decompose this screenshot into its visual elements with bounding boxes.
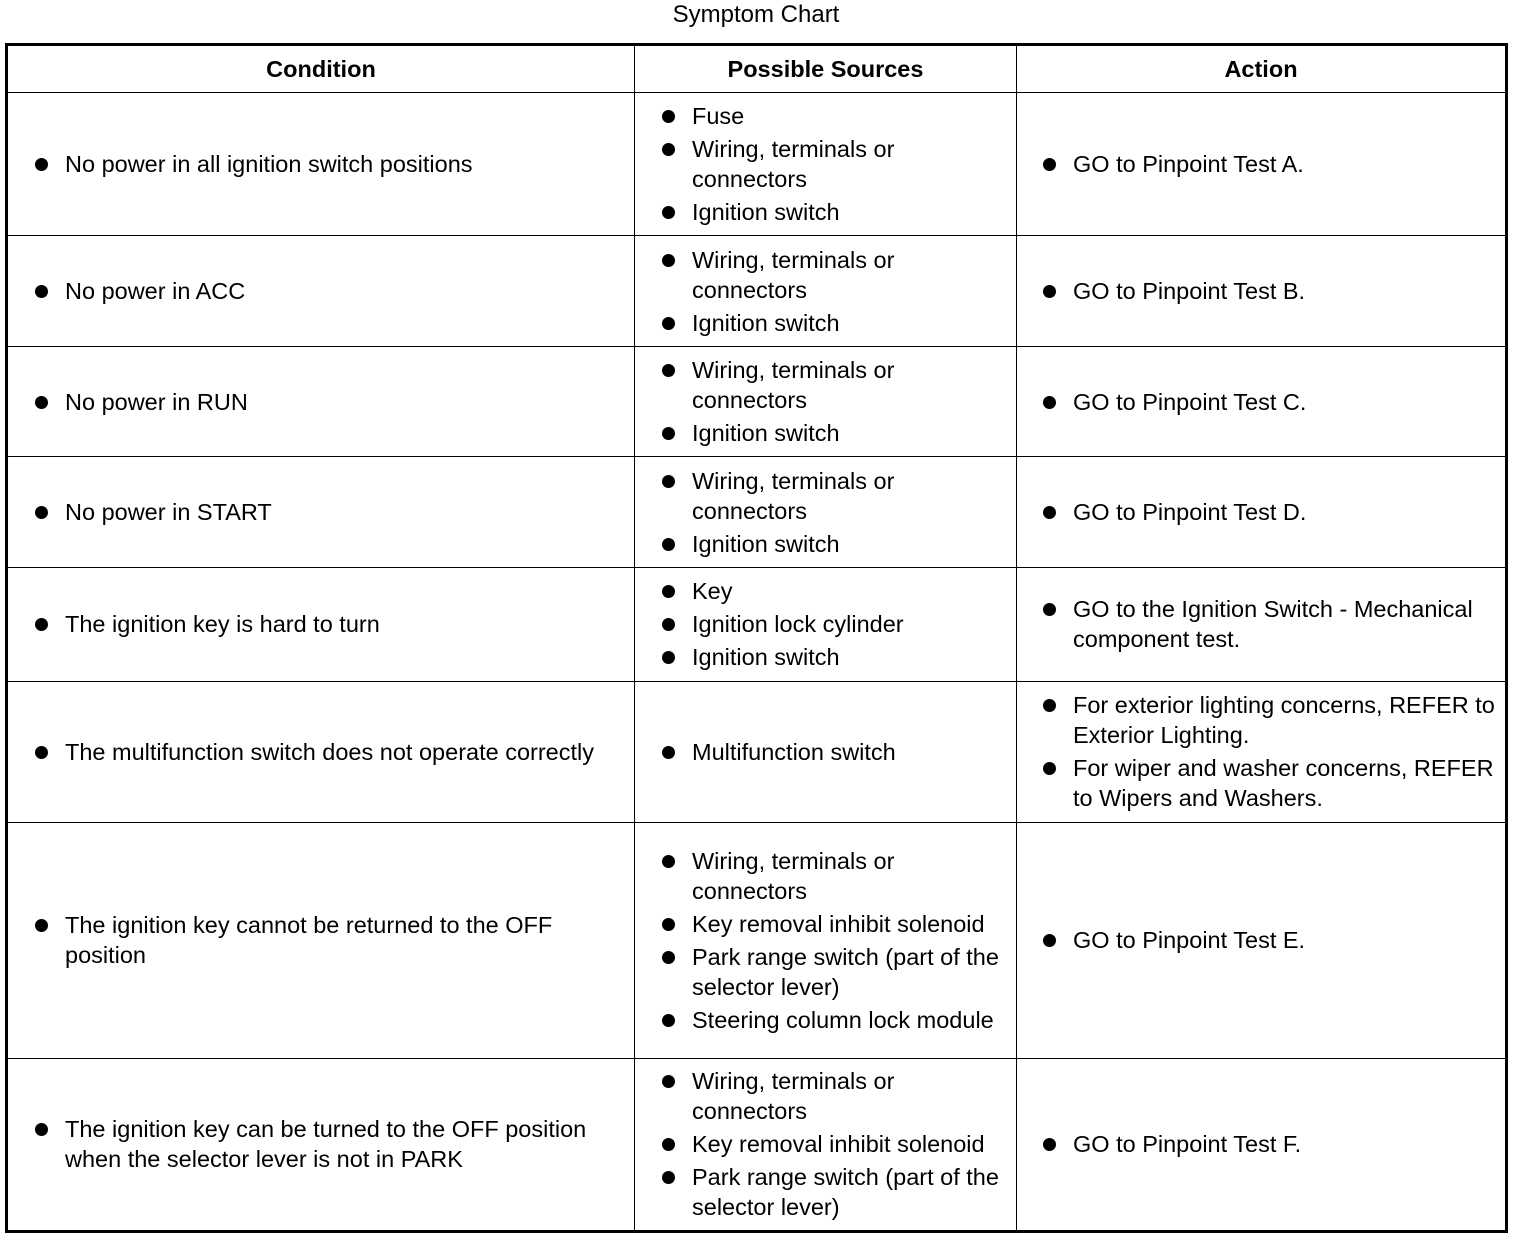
possible-sources-cell (635, 1058, 1017, 1231)
table-row (7, 457, 1507, 568)
possible-sources-cell (635, 236, 1017, 347)
condition-cell (7, 347, 635, 457)
source-item: Ignition switch (635, 308, 1016, 338)
action-item: GO to Pinpoint Test A. (1017, 149, 1505, 179)
bullet-list (8, 609, 634, 639)
action-header: Action (1017, 45, 1507, 93)
action-item: For wiper and washer concerns, REFER to Wipers and Washers. (1017, 753, 1505, 813)
condition-item: No power in RUN (8, 387, 634, 417)
source-item: Wiring, terminals or connectors (635, 245, 1016, 305)
symptom-chart-table (5, 43, 1508, 1233)
action-item: GO to Pinpoint Test F. (1017, 1129, 1505, 1159)
source-item: Wiring, terminals or connectors (635, 134, 1016, 194)
table-row (7, 568, 1507, 681)
bullet-list (635, 1066, 1016, 1222)
condition-item: The ignition key can be turned to the OFF position when the selector lever is not in PARK (8, 1114, 634, 1174)
possible-sources-header: Possible Sources (635, 45, 1017, 93)
table-row (7, 822, 1507, 1058)
possible-sources-cell (635, 681, 1017, 822)
action-cell (1017, 1058, 1507, 1231)
table-row (7, 93, 1507, 236)
action-cell (1017, 347, 1507, 457)
bullet-list (1017, 149, 1505, 179)
header-row (7, 45, 1507, 93)
condition-cell (7, 568, 635, 681)
action-item: GO to Pinpoint Test D. (1017, 497, 1505, 527)
bullet-list (8, 387, 634, 417)
bullet-list (1017, 276, 1505, 306)
source-item: Wiring, terminals or connectors (635, 466, 1016, 526)
condition-item: The multifunction switch does not operate correctly (8, 737, 634, 767)
bullet-list (1017, 925, 1505, 955)
action-item: GO to Pinpoint Test B. (1017, 276, 1505, 306)
bullet-list (635, 576, 1016, 672)
condition-cell (7, 457, 635, 568)
source-item: Steering column lock module (635, 1005, 1016, 1035)
source-item: Key removal inhibit solenoid (635, 909, 1016, 939)
condition-cell (7, 822, 635, 1058)
source-item: Park range switch (part of the selector lever) (635, 942, 1016, 1002)
action-item: For exterior lighting concerns, REFER to Exterior Lighting. (1017, 690, 1505, 750)
table-row (7, 681, 1507, 822)
source-item: Key (635, 576, 1016, 606)
table-row (7, 1058, 1507, 1231)
condition-cell (7, 93, 635, 236)
action-item: GO to the Ignition Switch - Mechanical component test. (1017, 594, 1505, 654)
source-item: Ignition lock cylinder (635, 609, 1016, 639)
bullet-list (1017, 497, 1505, 527)
table-row (7, 236, 1507, 347)
source-item: Fuse (635, 101, 1016, 131)
table-row (7, 347, 1507, 457)
action-item: GO to Pinpoint Test E. (1017, 925, 1505, 955)
source-item: Multifunction switch (635, 737, 1016, 767)
source-item: Park range switch (part of the selector lever) (635, 1162, 1016, 1222)
possible-sources-cell (635, 568, 1017, 681)
source-item: Ignition switch (635, 642, 1016, 672)
source-item: Wiring, terminals or connectors (635, 1066, 1016, 1126)
source-item: Ignition switch (635, 197, 1016, 227)
condition-cell (7, 1058, 635, 1231)
source-item: Key removal inhibit solenoid (635, 1129, 1016, 1159)
condition-item: The ignition key cannot be returned to the OFF position (8, 910, 634, 970)
condition-cell (7, 236, 635, 347)
action-cell (1017, 236, 1507, 347)
action-cell (1017, 457, 1507, 568)
bullet-list (635, 355, 1016, 448)
action-cell (1017, 681, 1507, 822)
bullet-list (635, 737, 1016, 767)
possible-sources-cell (635, 347, 1017, 457)
action-cell (1017, 93, 1507, 236)
bullet-list (635, 101, 1016, 227)
condition-item: No power in ACC (8, 276, 634, 306)
possible-sources-cell (635, 93, 1017, 236)
condition-header: Condition (7, 45, 635, 93)
condition-item: No power in START (8, 497, 634, 527)
condition-cell (7, 681, 635, 822)
possible-sources-cell (635, 822, 1017, 1058)
bullet-list (8, 276, 634, 306)
source-item: Ignition switch (635, 529, 1016, 559)
bullet-list (8, 497, 634, 527)
condition-item: No power in all ignition switch positions (8, 149, 634, 179)
bullet-list (1017, 1129, 1505, 1159)
action-item: GO to Pinpoint Test C. (1017, 387, 1505, 417)
bullet-list (1017, 690, 1505, 813)
source-item: Ignition switch (635, 418, 1016, 448)
action-cell (1017, 568, 1507, 681)
bullet-list (1017, 594, 1505, 654)
action-cell (1017, 822, 1507, 1058)
possible-sources-cell (635, 457, 1017, 568)
bullet-list (8, 149, 634, 179)
bullet-list (8, 1114, 634, 1174)
bullet-list (8, 737, 634, 767)
source-item: Wiring, terminals or connectors (635, 846, 1016, 906)
chart-body (7, 93, 1507, 1232)
bullet-list (1017, 387, 1505, 417)
bullet-list (8, 910, 634, 970)
bullet-list (635, 245, 1016, 338)
source-item: Wiring, terminals or connectors (635, 355, 1016, 415)
bullet-list (635, 846, 1016, 1035)
condition-item: The ignition key is hard to turn (8, 609, 634, 639)
page-title: Symptom Chart (672, 1, 840, 28)
bullet-list (635, 466, 1016, 559)
